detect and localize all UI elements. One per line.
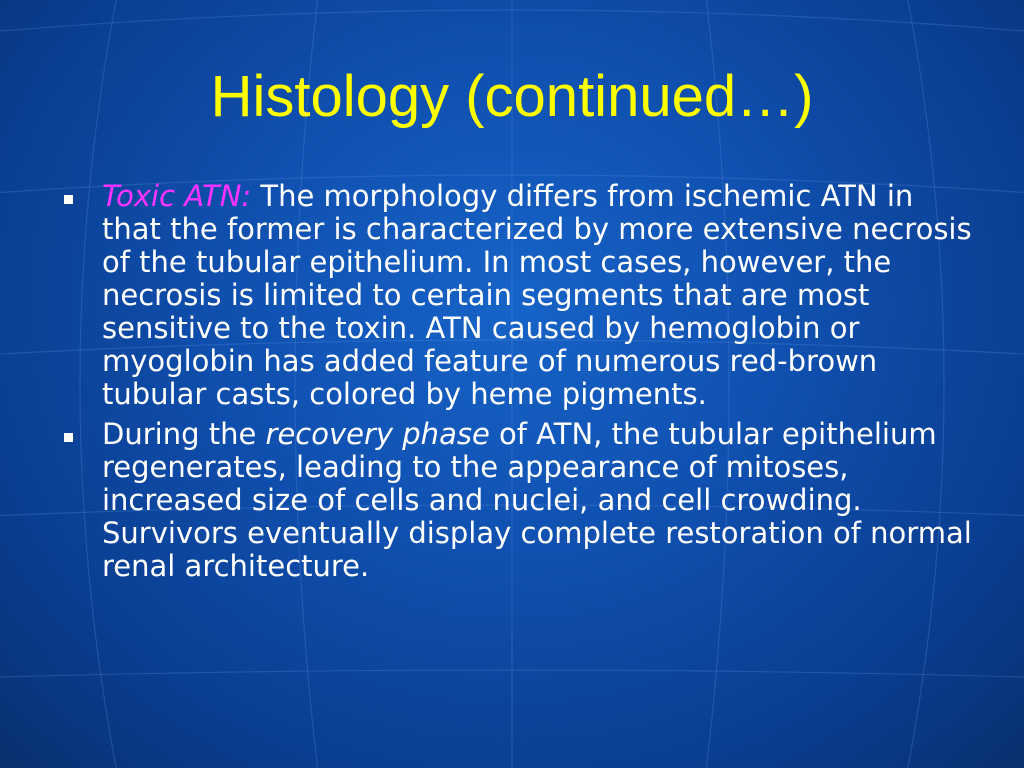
bullet-item-recovery-phase	[60, 418, 980, 583]
square-bullet-icon	[64, 433, 73, 442]
toxic-atn-term: Toxic ATN:	[102, 179, 252, 213]
bullet-list	[60, 180, 980, 590]
slide-title: Histology (continued…)	[210, 64, 814, 129]
recovery-phase-emphasis: recovery phase	[265, 417, 490, 451]
recovery-text-after: of ATN, the tubular epithelium regenerates, leading to the appearance of mitoses, increased size of cells and nuclei, and cell crowding. Survivors eventually display complete restoration of normal renal architecture.	[102, 417, 972, 583]
recovery-text-before: During the	[102, 417, 266, 451]
bullet-item-toxic-atn	[60, 180, 980, 411]
toxic-atn-description: The morphology differs from ischemic ATN in that the former is characterized by more extensive necrosis of the tubular epithelium. In most cases, however, the necrosis is limited to certain segments that are most sensitive to the toxin. ATN caused by hemoglobin or myoglobin has added feature of numerous red-brown tubular casts, colored by heme pigments.	[102, 179, 972, 411]
square-bullet-icon	[64, 195, 73, 204]
